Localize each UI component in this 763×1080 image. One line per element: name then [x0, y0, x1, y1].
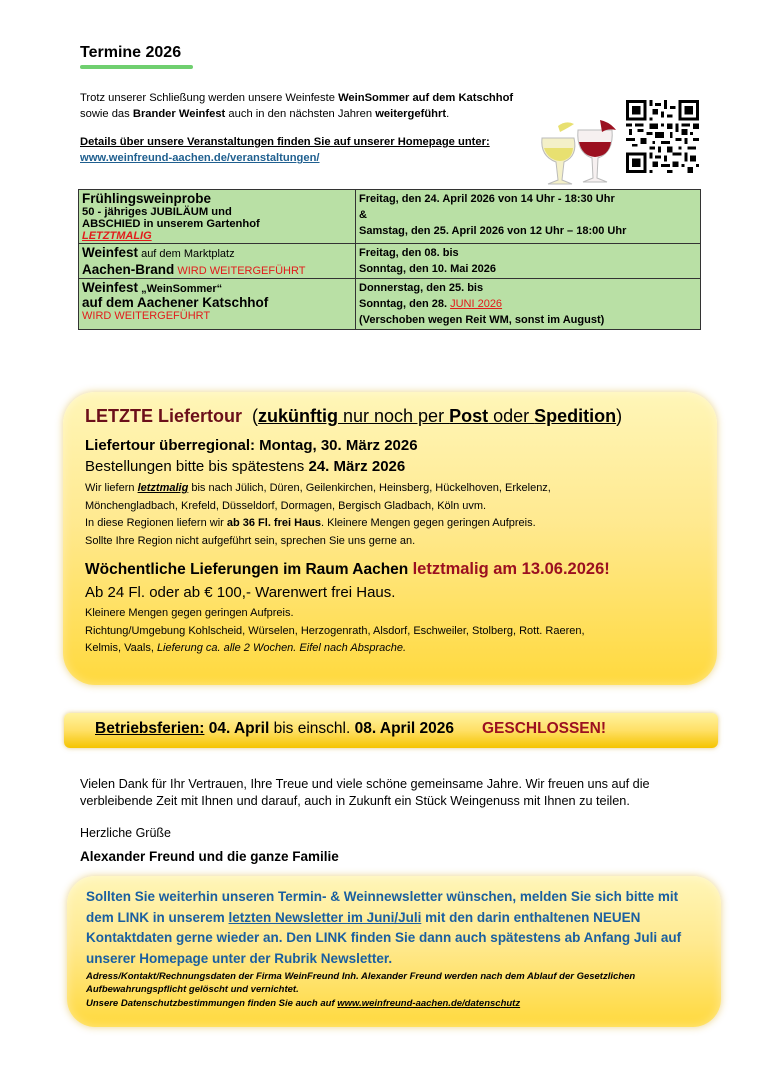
newsletter-content: [86, 887, 706, 1010]
intro-t2: sowie das: [80, 108, 133, 120]
event-date: Donnerstag, den 25. bis: [359, 282, 484, 294]
event-date-cell: [356, 244, 701, 279]
signature: Alexander Freund und die ganze Familie: [80, 849, 339, 864]
tour-post: Post: [449, 406, 489, 426]
table-row: [79, 244, 701, 279]
events-table: [78, 189, 701, 330]
closed-label: GESCHLOSSEN!: [481, 720, 606, 737]
qr-code-icon[interactable]: [626, 100, 699, 173]
tour-order-text: Bestellungen bitte bis spätestens: [85, 458, 309, 475]
weekly-free: Ab 24 Fl. oder ab € 100,- Warenwert frei Haus.: [85, 584, 396, 601]
weekly-text: Kelmis, Vaals,: [85, 642, 157, 654]
tour-text: Mönchengladbach, Krefeld, Düsseldorf, Dormagen, Bergisch Gladbach, Köln uvm.: [85, 499, 487, 512]
weekly-last-date: letztmalig am 13.06.2026!: [412, 560, 610, 578]
tour-text: . Kleinere Mengen gegen geringen Aufpreis.: [321, 517, 536, 529]
weekly-text: Richtung/Umgebung Kohlscheid, Würselen, Herzogenrath, Alsdorf, Eschweiler, Stolberg, Rott. Raeren,: [85, 624, 585, 637]
event-cell: [79, 244, 356, 279]
tour-text: Wir liefern: [85, 482, 138, 494]
intro-t3: auch in den nächsten Jahren: [225, 108, 376, 120]
event-date: Samstag, den 25. April 2026 von 12 Uhr – 18:00 Uhr: [359, 225, 627, 237]
title-underline: [80, 65, 193, 69]
tour-or: oder: [488, 406, 535, 426]
tour-text: Sollte Ihre Region nicht aufgeführt sein, sprechen Sie uns gerne an.: [85, 534, 416, 547]
event-date: Freitag, den 24. April 2026 von 14 Uhr - 18:30 Uhr: [359, 193, 615, 205]
tour-text: bis nach Jülich, Düren, Geilenkirchen, Heinsberg, Hückelhoven, Erkelenz,: [188, 482, 551, 494]
event-note: WIRD WEITERGEFÜHRT: [174, 265, 306, 277]
newsletter-link-ref: letzten Newsletter im Juni/Juli: [228, 909, 422, 925]
tour-free-threshold: ab 36 Fl. frei Haus: [226, 517, 322, 529]
details-heading: Details über unsere Veranstaltungen finden Sie auf unserer Homepage unter:: [80, 136, 490, 148]
table-row: [79, 190, 701, 244]
table-row: [79, 279, 701, 330]
intro-text: [80, 90, 600, 122]
tour-future: zukünftig: [258, 406, 338, 426]
event-cell: [79, 279, 356, 330]
events-link[interactable]: www.weinfreund-aachen.de/veranstaltungen/: [80, 152, 320, 164]
event-date-cell: [356, 190, 701, 244]
holiday-end: 08. April 2026: [354, 720, 454, 737]
tour-freight: Spedition: [534, 406, 617, 426]
tour-text: In diese Regionen liefern wir: [85, 517, 227, 529]
event-date: Sonntag, den 10. Mai 2026: [359, 263, 496, 275]
event-place: Aachener Katschhof: [137, 295, 269, 310]
event-date: Sonntag, den 28.: [359, 298, 451, 310]
event-date-cell: [356, 279, 701, 330]
privacy-text: Unsere Datenschutzbestimmungen finden Sie auch auf: [86, 998, 338, 1009]
tour-paren-close: ): [616, 406, 623, 426]
event-place-prefix: auf dem: [82, 295, 138, 310]
details-block: [80, 134, 490, 166]
event-month-highlight: JUNI 2026: [450, 298, 503, 310]
newsletter-text: mit den darin enthaltenen NEUEN Kontaktdaten gerne wieder an. Den LINK finden Sie dann auch spätestens ab Anfang Juli auf unserer Homepage unter der Rubrik Newsletter.: [86, 909, 682, 966]
page-title: Termine 2026: [80, 44, 182, 61]
intro-b2: Brander Weinfest: [132, 108, 226, 120]
event-date: &: [359, 209, 367, 221]
event-note: LETZTMALIG: [82, 230, 152, 242]
newsletter-text: Sollten Sie weiterhin unseren Termin- & Weinnewsletter wünschen, melden Sie sich bitte mit dem LINK in unserem: [86, 889, 679, 925]
tour-order-date: 24. März 2026: [308, 458, 406, 475]
greeting: Herzliche Grüße: [80, 826, 171, 840]
weekly-frequency: Lieferung ca. alle 2 Wochen. Eifel nach Absprache.: [156, 642, 407, 654]
privacy-link[interactable]: www.weinfreund-aachen.de/datenschutz: [337, 998, 521, 1009]
event-title: Frühlingsweinprobe: [82, 191, 212, 206]
event-date: Freitag, den 08. bis: [359, 247, 459, 259]
intro-t1: Trotz unserer Schließung werden unsere Weinfeste: [80, 92, 339, 104]
intro-b1: WeinSommer auf dem Katschhof: [338, 92, 514, 104]
event-title-rest: „WeinSommer“: [138, 283, 223, 295]
holiday-start: 04. April: [204, 720, 270, 737]
event-place: Aachen-Brand: [82, 262, 175, 277]
privacy-note: Adress/Kontakt/Rechnungsdaten der Firma WeinFreund Inh. Alexander Freund werden nach dem Ablauf der Gesetzlichen Aufbewahrungspflicht gelöscht und vernichtet.: [86, 971, 636, 995]
event-date-note: (Verschoben wegen Reit WM, sonst im August): [359, 314, 605, 326]
event-title-rest: auf dem Marktplatz: [138, 248, 235, 260]
event-cell: [79, 190, 356, 244]
intro-b3: weitergeführt: [375, 108, 447, 120]
holiday-until: bis einschl.: [269, 720, 355, 737]
intro-t4: .: [446, 108, 450, 120]
tour-text: nur noch per: [338, 406, 450, 426]
thanks-text: Vielen Dank für Ihr Vertrauen, Ihre Treue und viele schöne gemeinsame Jahre. Wir freuen uns auf die verbleibende Zeit mit Ihnen und darauf, auch in Zukunft ein Stück Weingenuss mit Ihnen zu teilen.: [80, 777, 650, 808]
weekly-heading: Wöchentliche Lieferungen im Raum Aachen: [85, 561, 413, 578]
tour-heading: LETZTE Liefertour: [85, 406, 242, 426]
event-title: Weinfest: [82, 245, 139, 260]
tour-paren-open: (: [252, 406, 259, 426]
tour-date: Liefertour überregional: Montag, 30. März 2026: [85, 437, 418, 454]
holiday-text: [95, 720, 606, 738]
tour-last-time: letztmalig: [137, 482, 189, 494]
event-title: Weinfest: [82, 280, 139, 295]
weekly-text: Kleinere Mengen gegen geringen Aufpreis.: [85, 607, 294, 619]
wine-glasses-icon: [538, 118, 622, 190]
event-note: WIRD WEITERGEFÜHRT: [82, 310, 211, 322]
delivery-tour-content: [85, 406, 705, 664]
event-line: ABSCHIED in unserem Gartenhof: [82, 218, 260, 230]
event-line: 50 - jähriges JUBILÄUM und: [82, 206, 232, 218]
holiday-label: Betriebsferien:: [95, 720, 205, 737]
